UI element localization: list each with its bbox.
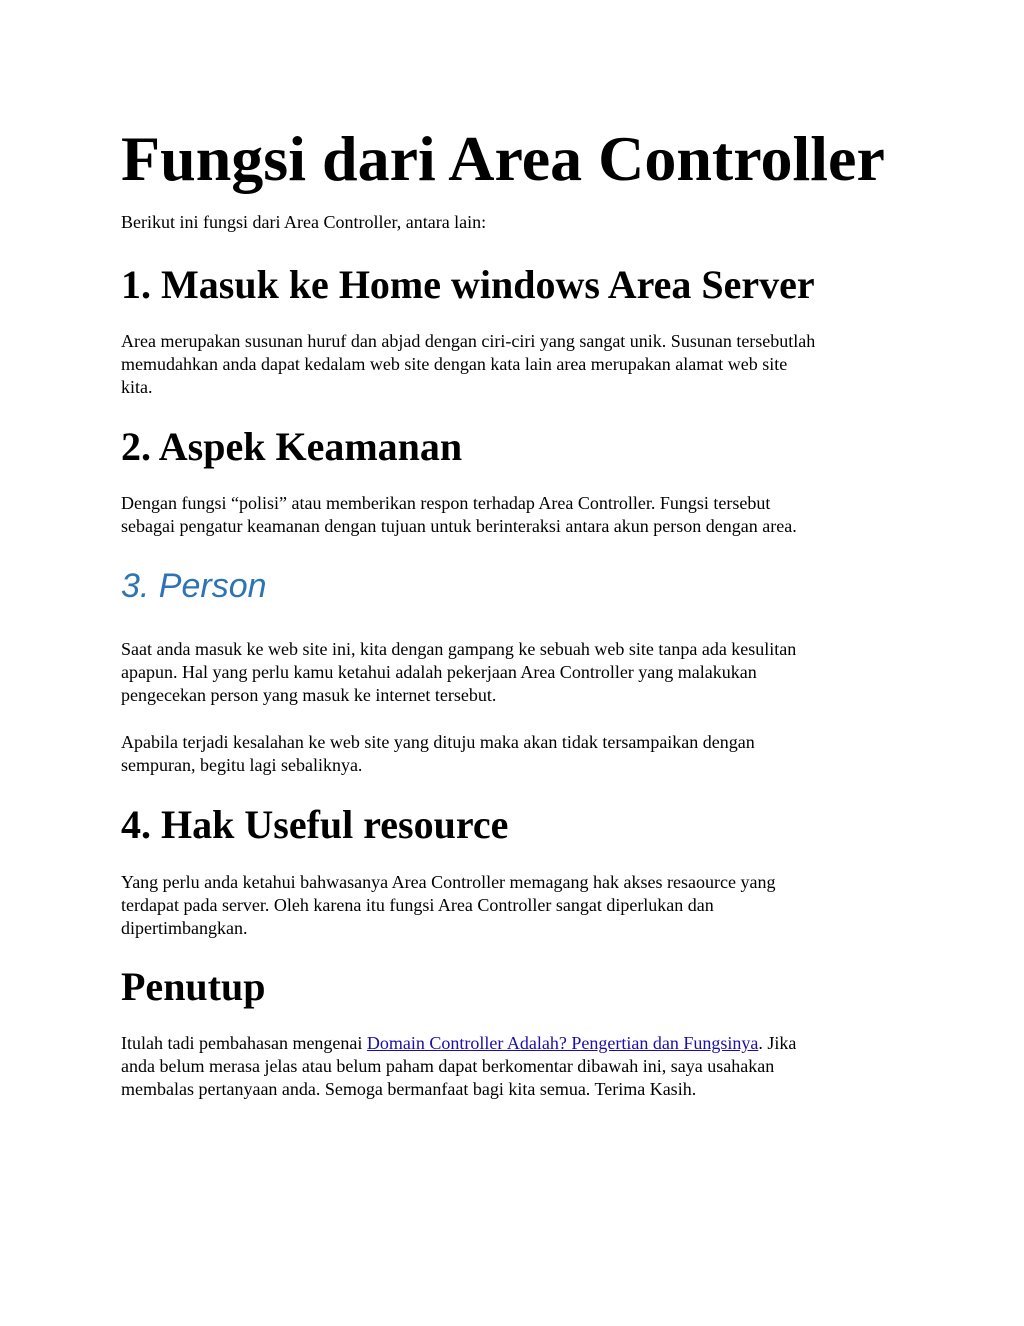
section-4-paragraph	[121, 871, 911, 940]
closing-text-before-link: Itulah tadi pembahasan mengenai	[121, 1033, 367, 1053]
section-1-paragraph	[121, 330, 911, 399]
section-2-heading: 2. Aspek Keamanan	[121, 424, 463, 469]
closing-paragraph	[121, 1032, 911, 1101]
text-line: Apabila terjadi kesalahan ke web site yang dituju maka akan tidak tersampaikan dengan	[121, 732, 755, 752]
text-line: apapun. Hal yang perlu kamu ketahui adalah pekerjaan Area Controller yang malakukan	[121, 662, 757, 682]
intro-paragraph	[121, 211, 911, 234]
text-line: sempuran, begitu lagi sebaliknya.	[121, 755, 363, 775]
section-3-paragraph-1	[121, 638, 911, 707]
section-4-heading: 4. Hak Useful resource	[121, 802, 509, 847]
text-line: kita.	[121, 377, 153, 397]
text-line: Yang perlu anda ketahui bahwasanya Area Controller memagang hak akses resaource yang	[121, 872, 776, 892]
domain-controller-article-link[interactable]: Domain Controller Adalah? Pengertian dan Fungsinya	[366, 1033, 759, 1053]
text-line: memudahkan anda dapat kedalam web site dengan kata lain area merupakan alamat web site	[121, 354, 788, 374]
text-line: Area merupakan susunan huruf dan abjad dengan ciri-ciri yang sangat unik. Susunan tersebutlah	[121, 331, 816, 351]
closing-text-after-link: . Jika	[758, 1033, 797, 1053]
text-line: sebagai pengatur keamanan dengan tujuan untuk berinteraksi antara akun person dengan area.	[121, 516, 797, 536]
text-line: Dengan fungsi “polisi” atau memberikan respon terhadap Area Controller. Fungsi tersebut	[121, 493, 771, 513]
text-line: membalas pertanyaan anda. Semoga bermanfaat bagi kita semua. Terima Kasih.	[121, 1079, 697, 1099]
text-line: anda belum merasa jelas atau belum paham dapat berkomentar dibawah ini, saya usahakan	[121, 1056, 775, 1076]
section-1-heading: 1. Masuk ke Home windows Area Server	[121, 262, 815, 307]
section-2-paragraph	[121, 492, 911, 538]
section-3-heading: 3. Person	[121, 567, 267, 605]
text-line: dipertimbangkan.	[121, 918, 248, 938]
text-line-with-link	[121, 1032, 911, 1055]
text-line: terdapat pada server. Oleh karena itu fungsi Area Controller sangat diperlukan dan	[121, 895, 714, 915]
intro-line: Berikut ini fungsi dari Area Controller, antara lain:	[121, 212, 487, 232]
text-line: Saat anda masuk ke web site ini, kita dengan gampang ke sebuah web site tanpa ada kesulitan	[121, 639, 797, 659]
page-title: Fungsi dari Area Controller	[121, 123, 885, 194]
section-3-paragraph-2	[121, 731, 911, 777]
text-line: pengecekan person yang masuk ke internet tersebut.	[121, 685, 497, 705]
closing-heading: Penutup	[121, 964, 266, 1009]
